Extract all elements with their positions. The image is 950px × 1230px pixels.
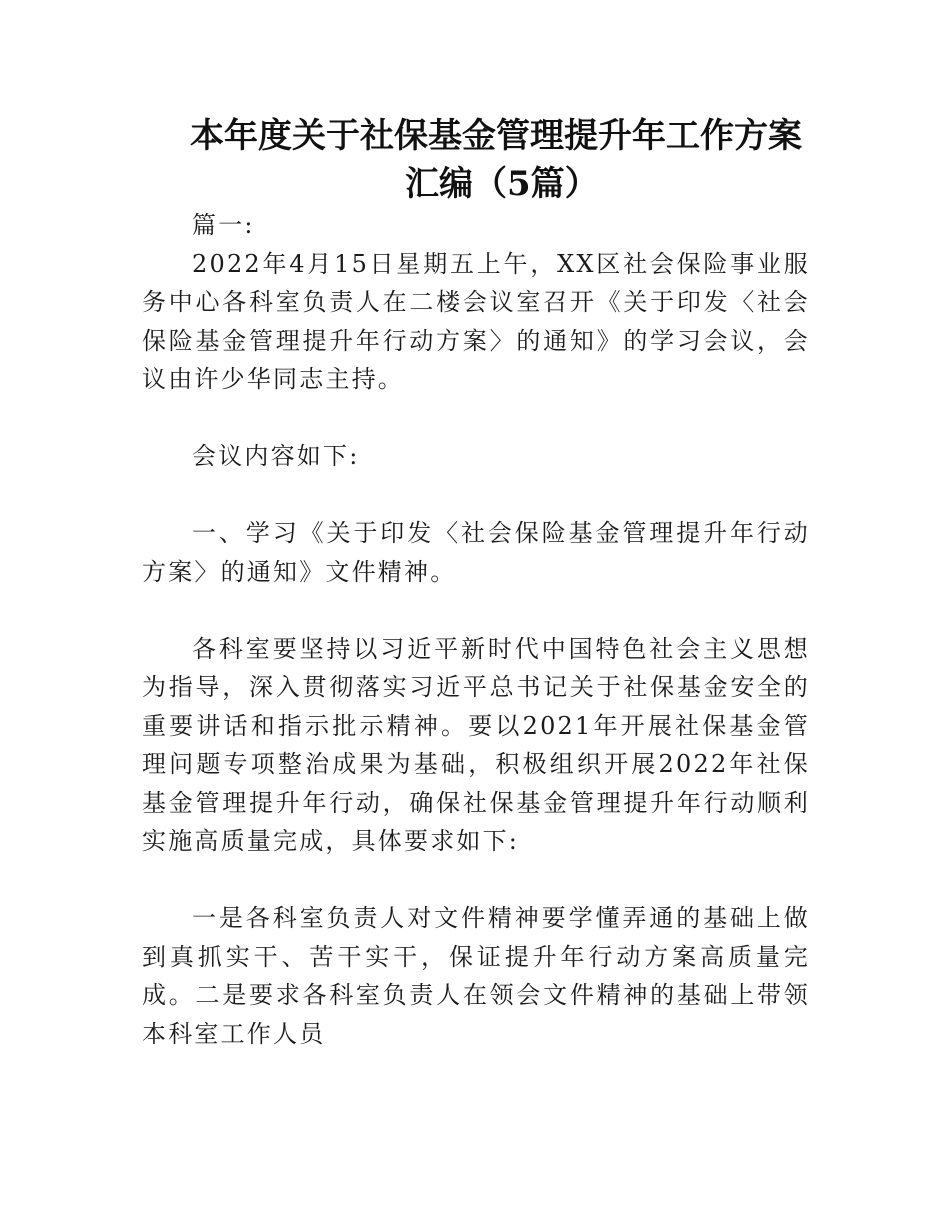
paragraph-details: 一是各科室负责人对文件精神要学懂弄通的基础上做到真抓实干、苦干实干，保证提升年行动方案高质量完成。二是要求各科室负责人在领会文件精神的基础上带领本科室工作人员 — [142, 904, 810, 1048]
paragraph-meeting-content: 会议内容如下: — [192, 442, 360, 470]
title-line-2: 汇编（5篇） — [405, 164, 599, 204]
title-line-1: 本年度关于社保基金管理提升年工作方案 — [190, 116, 802, 156]
document-title — [190, 112, 830, 208]
section-label: 篇一: — [192, 211, 255, 239]
paragraph-requirements: 各科室要坚持以习近平新时代中国特色社会主义思想为指导，深入贯彻落实习近平总书记关于社保基金安全的重要讲话和指示批示精神。要以2021年开展社保基金管理问题专项整治成果为基础，积极组织开展2022年社保基金管理提升年行动，确保社保基金管理提升年行动顺利实施高质量完成，具体要求如下: — [142, 634, 810, 855]
paragraph-item-one: 一、学习《关于印发〈社会保险基金管理提升年行动方案〉的通知》文件精神。 — [142, 519, 810, 586]
paragraph-spacer — [142, 399, 810, 438]
document-body — [142, 206, 810, 1053]
paragraph-spacer — [142, 476, 810, 515]
paragraph-spacer — [142, 591, 810, 630]
paragraph-spacer — [142, 861, 810, 900]
paragraph-meeting-intro: 2022年4月15日星期五上午，XX区社会保险事业服务中心各科室负责人在二楼会议室召开《关于印发〈社会保险基金管理提升年行动方案〉的通知》的学习会议，会议由许少华同志主持。 — [142, 249, 810, 393]
